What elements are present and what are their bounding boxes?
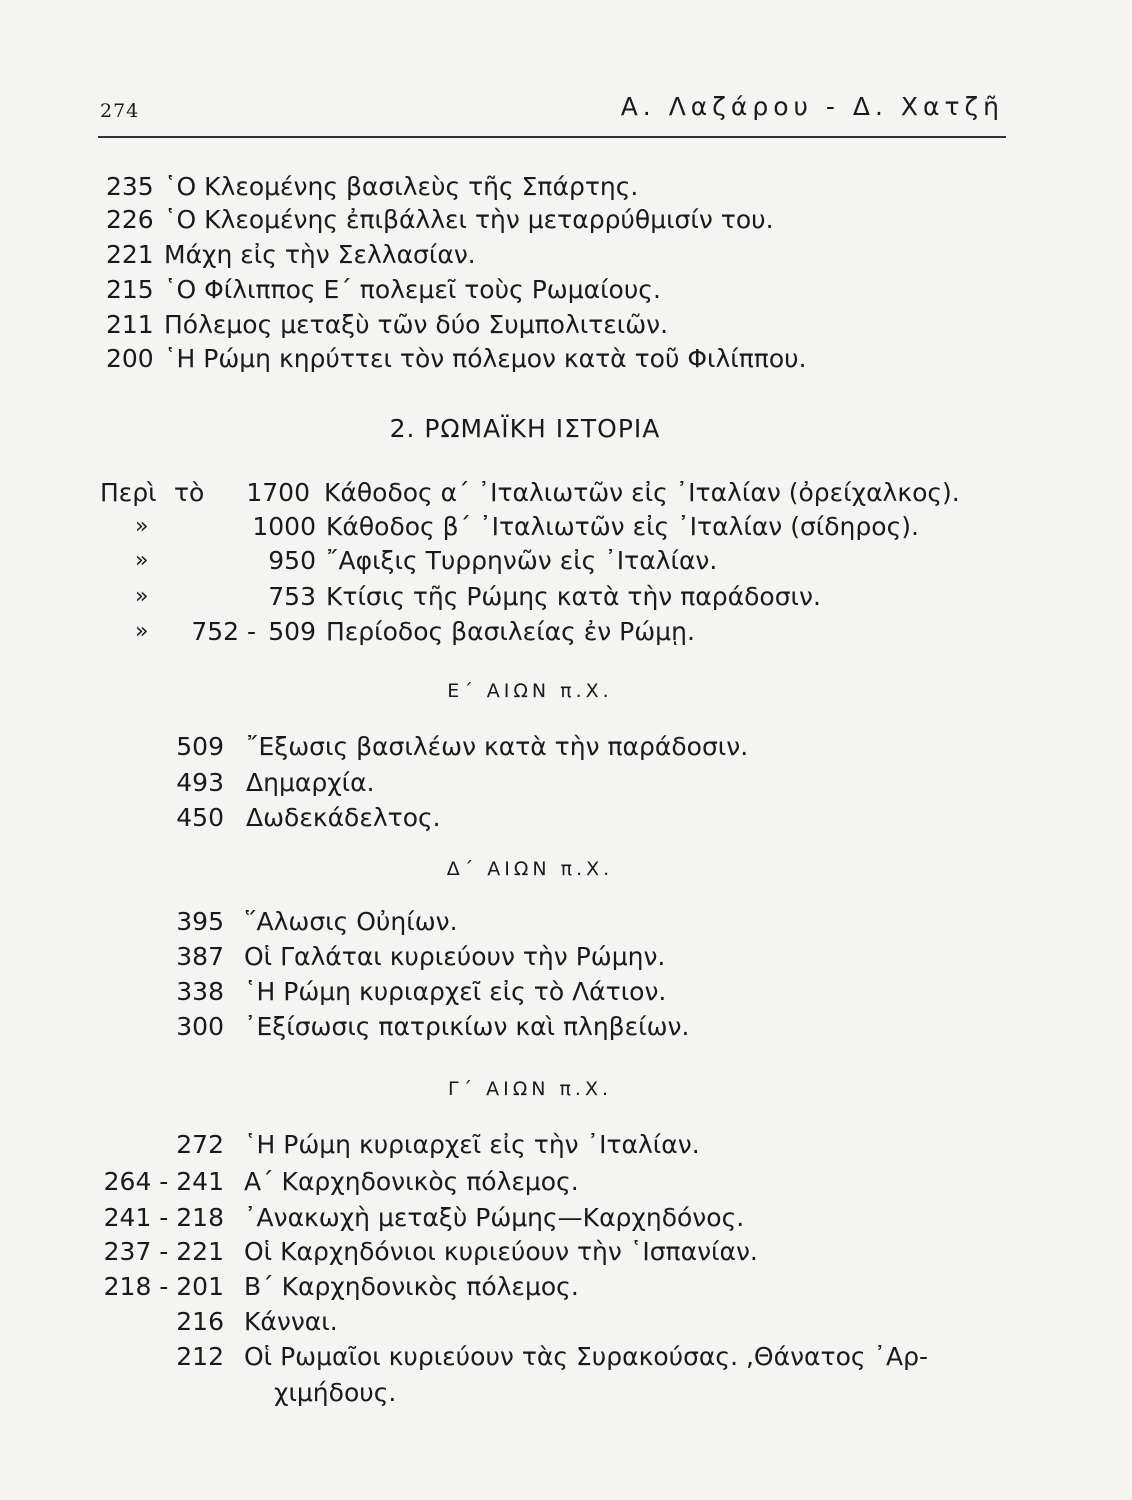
entry-year: 509 (268, 617, 316, 646)
entry-text: Β΄ Καρχηδονικὸς πόλεμος. (244, 1272, 579, 1301)
header-rule (98, 136, 1006, 138)
entry-text: ῾Ο Κλεομένης βασιλεὺς τῆς Σπάρτης. (164, 172, 639, 201)
entry-text: Κάνναι. (244, 1307, 338, 1336)
century-heading: Δ΄ ΑΙΩΝ π.Χ. (446, 858, 614, 880)
entry-text: ᾿Εξίσωσις πατρικίων καὶ πληβείων. (244, 1012, 690, 1041)
entry-text: ῾Η Ρώμη κυριαρχεῖ εἰς τὴν ᾿Ιταλίαν. (244, 1130, 700, 1159)
entry-text: Κτίσις τῆς Ρώμης κατὰ τὴν παράδοσιν. (326, 582, 821, 611)
entry-year: 450 (176, 803, 224, 832)
entry-text: ῎Εξωσις βασιλέων κατὰ τὴν παράδοσιν. (246, 732, 749, 761)
entry-text: ῾Ο Φίλιππος Ε΄ πολεμεῖ τοὺς Ρωμαίους. (164, 275, 661, 304)
running-title: Α. Λαζάρου - Δ. Χατζῆ (620, 92, 1004, 121)
entry-year: 221 (106, 240, 154, 269)
entry-year: 1700 (246, 478, 310, 507)
entry-text: ῾Η Ρώμη κυριαρχεῖ εἰς τὸ Λάτιον. (244, 977, 667, 1006)
entry-year: 950 (268, 546, 316, 575)
section-title: 2. ΡΩΜΑΪΚΗ ΙΣΤΟΡΙΑ (389, 414, 661, 443)
entry-text: Δημαρχία. (246, 768, 375, 797)
entry-year: 212 (176, 1342, 224, 1371)
entry-text: Οἱ Γαλάται κυριεύουν τὴν Ρώμην. (244, 942, 666, 971)
entry-year: 395 (176, 907, 224, 936)
ditto-mark: » (135, 548, 149, 573)
entry-year: 241 - 218 (103, 1203, 224, 1232)
century-heading: Γ΄ ΑΙΩΝ π.Χ. (447, 1078, 613, 1100)
entry-text: ῾Η Ρώμη κηρύττει τὸν πόλεμον κατὰ τοῦ Φιλίππου. (164, 344, 807, 373)
entry-year: 215 (106, 275, 154, 304)
entry-year: 300 (176, 1012, 224, 1041)
entry-text: Μάχη εἰς τὴν Σελλασίαν. (164, 240, 476, 269)
entry-year: 493 (176, 768, 224, 797)
entry-text: χιμήδους. (274, 1378, 397, 1407)
entry-year: 218 - 201 (103, 1272, 224, 1301)
entry-text: ῞Αλωσις Οὐηίων. (244, 907, 458, 936)
entry-text: Κάθοδος β΄ ᾿Ιταλιωτῶν εἰς ᾿Ιταλίαν (σίδηρος). (326, 512, 919, 541)
entry-text: ῎Αφιξις Τυρρηνῶν εἰς ᾿Ιταλίαν. (326, 546, 718, 575)
entry-year: 1000 (252, 512, 316, 541)
entry-year: 338 (176, 977, 224, 1006)
entry-text: Δωδεκάδελτος. (246, 803, 441, 832)
entry-text: Οἱ Ρωμαῖοι κυριεύουν τὰς Συρακούσας. ,Θάνατος ᾿Αρ- (244, 1342, 928, 1371)
entry-year: 387 (176, 942, 224, 971)
ditto-mark: » (135, 619, 149, 644)
range-start: 752 - (191, 617, 256, 646)
to-label: τὸ (174, 478, 205, 507)
entry-year: 226 (106, 205, 154, 234)
ditto-mark: » (135, 514, 149, 539)
entry-year: 509 (176, 732, 224, 761)
entry-text: Πόλεμος μεταξὺ τῶν δύο Συμπολιτειῶν. (164, 310, 669, 339)
century-heading: Ε΄ ΑΙΩΝ π.Χ. (447, 680, 613, 702)
entry-text: ῾Ο Κλεομένης ἐπιβάλλει τὴν μεταρρύθμισίν του. (164, 205, 774, 234)
entry-year: 216 (176, 1307, 224, 1336)
entry-year: 237 - 221 (103, 1237, 224, 1266)
entry-year: 200 (106, 344, 154, 373)
entry-year: 272 (176, 1130, 224, 1159)
entry-year: 235 (106, 172, 154, 201)
entry-text: ᾿Ανακωχὴ μεταξὺ Ρώμης—Καρχηδόνος. (244, 1203, 745, 1232)
entry-year: 211 (106, 310, 154, 339)
entry-year: 264 - 241 (103, 1167, 224, 1196)
ditto-mark: » (135, 584, 149, 609)
entry-text: Α΄ Καρχηδονικὸς πόλεμος. (244, 1167, 579, 1196)
entry-year: 753 (268, 582, 316, 611)
page-number: 274 (100, 100, 140, 122)
entry-text: Περίοδος βασιλείας ἐν Ρώμῃ. (326, 617, 695, 646)
entry-text: Κάθοδος α΄ ᾿Ιταλιωτῶν εἰς ᾿Ιταλίαν (ὀρείχαλκος). (324, 478, 960, 507)
entry-text: Οἱ Καρχηδόνιοι κυριεύουν τὴν ῾Ισπανίαν. (244, 1237, 758, 1266)
peri-label: Περὶ (100, 478, 157, 507)
